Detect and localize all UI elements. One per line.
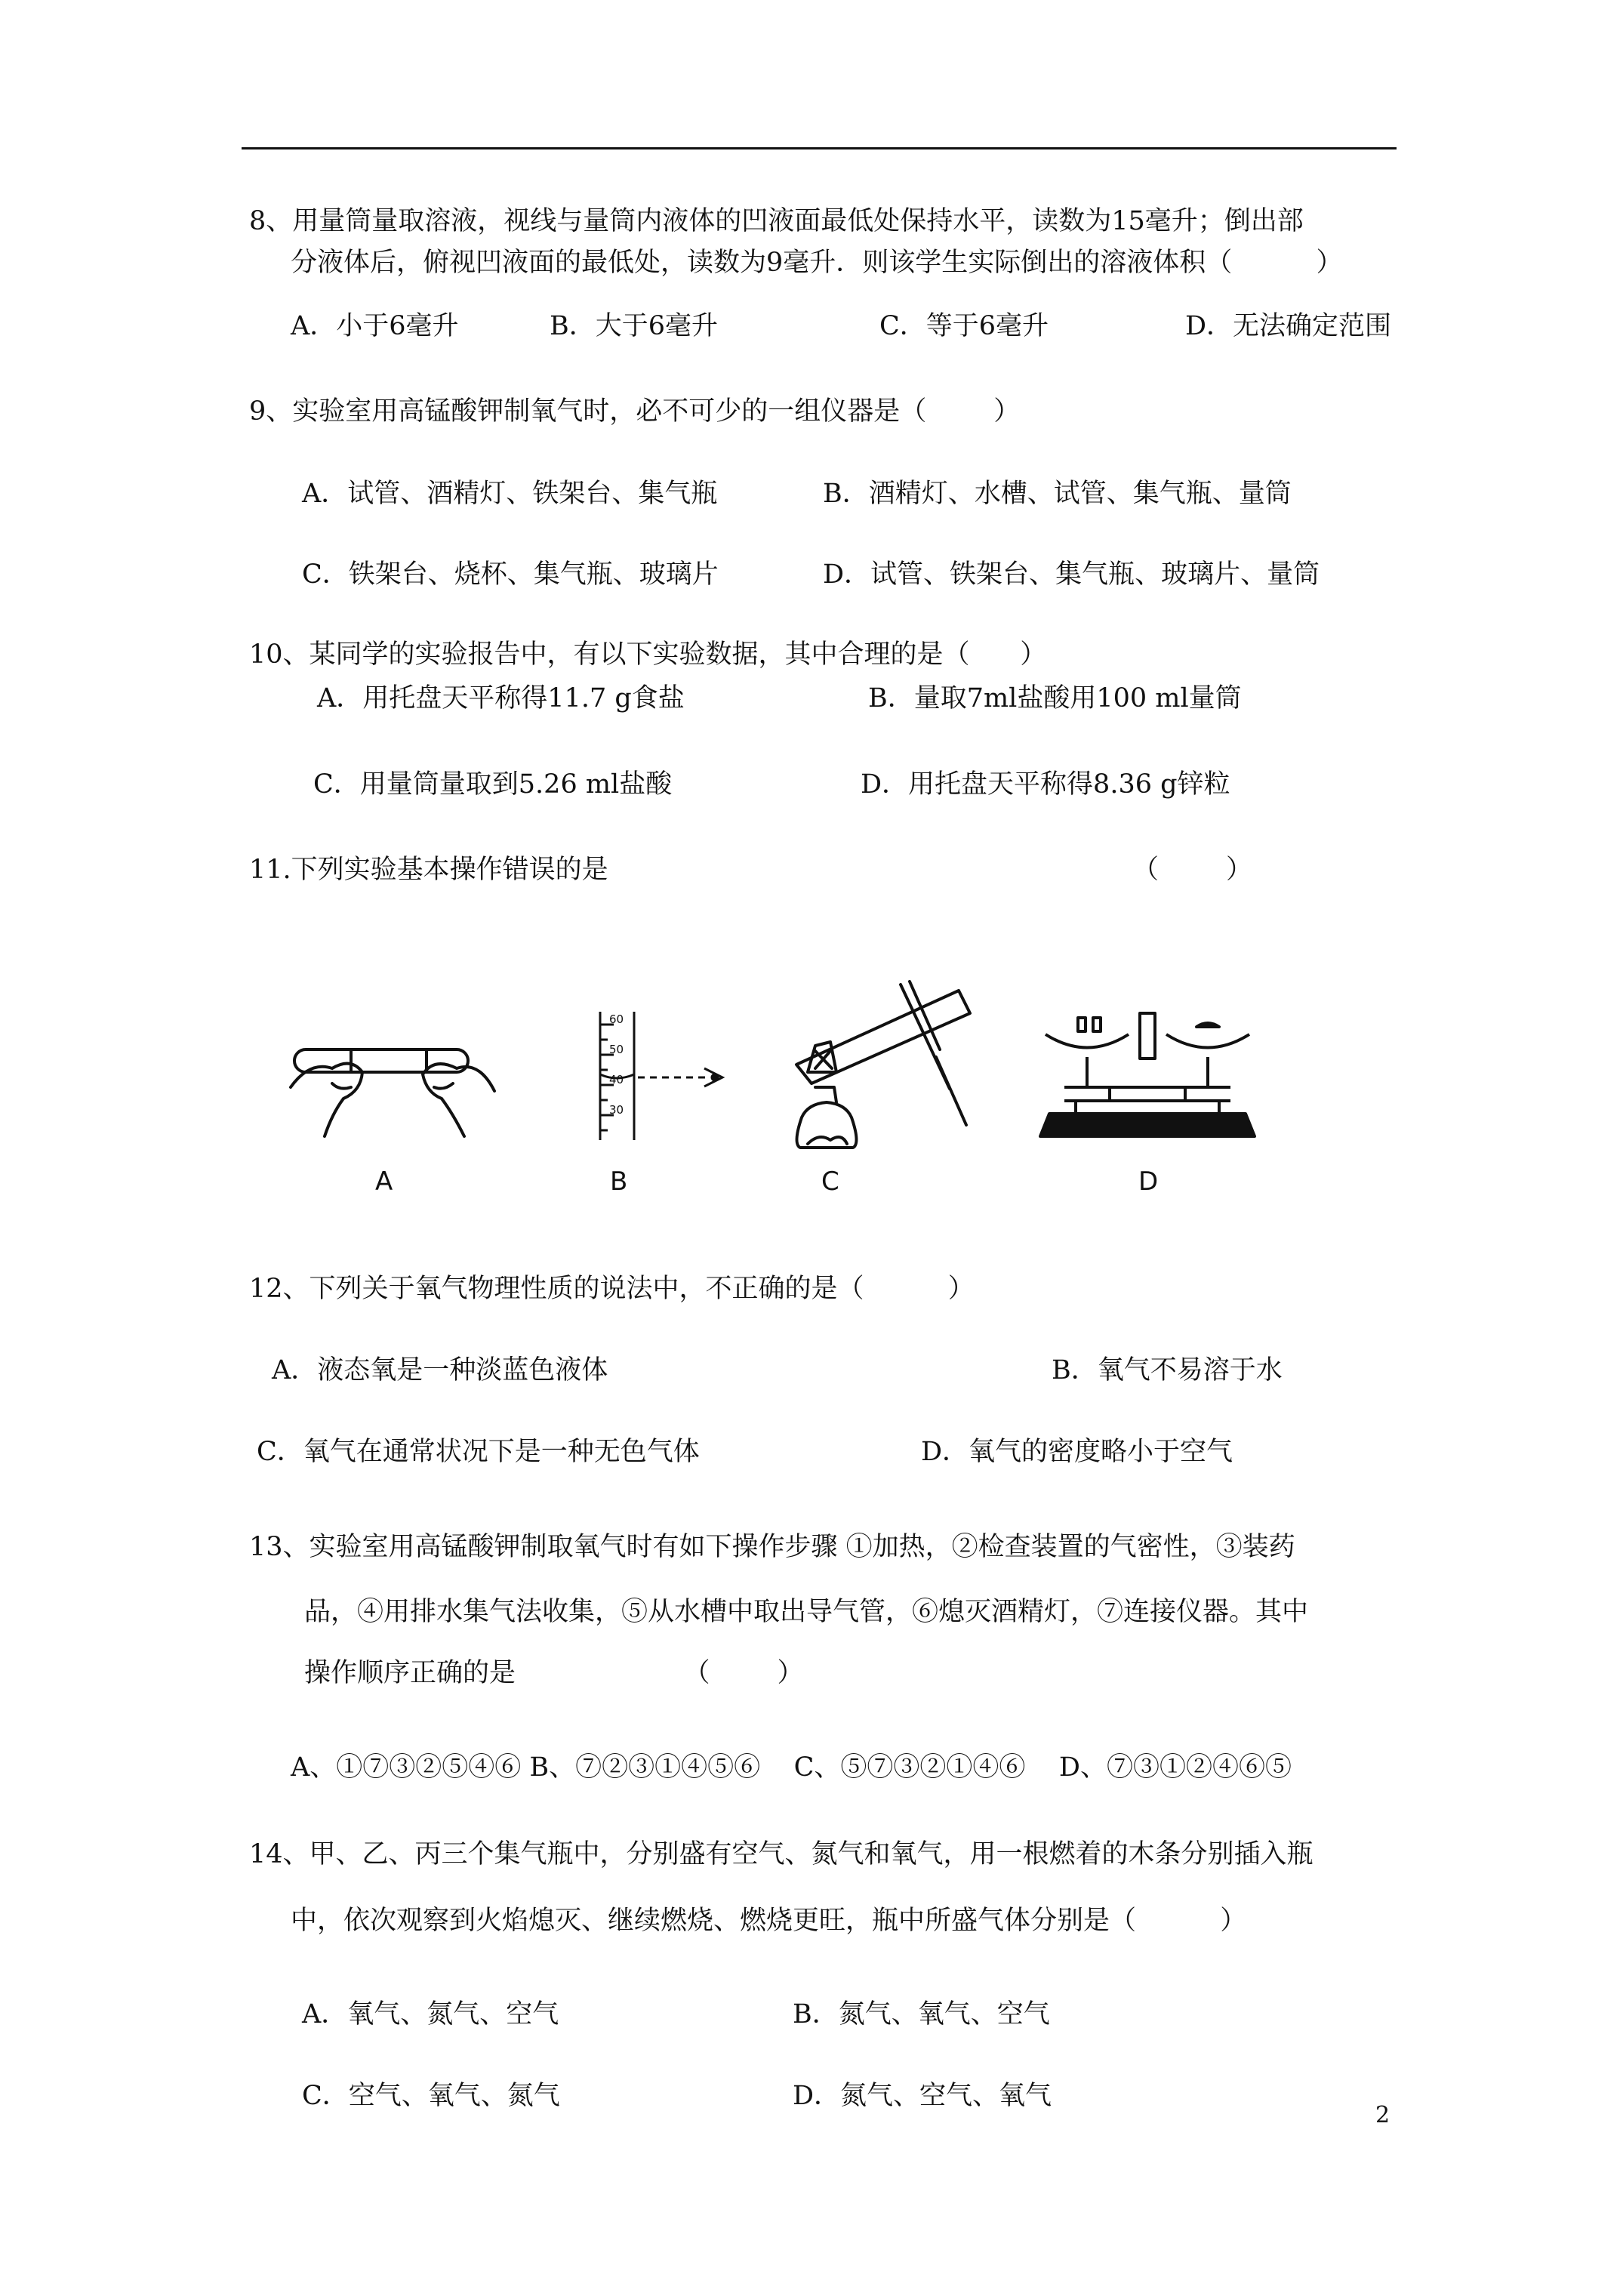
figure-b-label: B (610, 1166, 628, 1197)
q12-option-b: B．氧气不易溶于水 (1052, 1355, 1283, 1385)
q14-stem-line2: 中，依次观察到火焰熄灭、继续燃烧、燃烧更旺，瓶中所盛气体分别是（ ） (291, 1906, 1247, 1936)
q11-stem: 11.下列实验基本操作错误的是 (249, 855, 608, 885)
cylinder-tick-50: 50 (609, 1043, 624, 1056)
page-number: 2 (1375, 2102, 1390, 2128)
q14-option-d: D．氮气、空气、氧气 (793, 2081, 1052, 2111)
q8-option-c: C．等于6毫升 (879, 311, 1049, 341)
q9-option-a: A．试管、酒精灯、铁架台、集气瓶 (302, 479, 718, 509)
q14-option-c: C．空气、氧气、氮气 (302, 2081, 560, 2111)
cylinder-tick-30: 30 (609, 1103, 624, 1117)
q8-stem-line2: 分液体后，俯视凹液面的最低处，读数为9毫升．则该学生实际倒出的溶液体积（ ） (291, 248, 1343, 278)
q10-option-d: D．用托盘天平称得8.36 g锌粒 (861, 769, 1230, 800)
cylinder-tick-60: 60 (609, 1012, 624, 1026)
q8-option-d: D．无法确定范围 (1185, 311, 1392, 341)
figure-b-cylinder-reading (593, 1008, 744, 1144)
q8-stem-line1: 8、用量筒量取溶液，视线与量筒内液体的凹液面最低处保持水平，读数为15毫升；倒出部 (249, 206, 1304, 236)
figure-c-alcohol-lamp-heating (778, 966, 1004, 1151)
q14-stem-line1: 14、甲、乙、丙三个集气瓶中，分别盛有空气、氮气和氧气，用一根燃着的木条分别插入瓶 (249, 1839, 1313, 1869)
q12-option-c: C．氧气在通常状况下是一种无色气体 (257, 1437, 700, 1467)
q12-option-d: D．氧气的密度略小于空气 (921, 1437, 1233, 1467)
q9-stem: 9、实验室用高锰酸钾制氧气时，必不可少的一组仪器是（ ） (249, 396, 1021, 427)
q10-option-c: C．用量筒量取到5.26 ml盐酸 (313, 769, 673, 800)
q13-options: A、①⑦③②⑤④⑥ B、⑦②③①④⑤⑥ C、⑤⑦③②①④⑥ D、⑦③①②④⑥⑤ (291, 1752, 1292, 1783)
q13-stem-line3: 操作顺序正确的是 （ ） (304, 1658, 804, 1688)
q12-stem: 12、下列关于氧气物理性质的说法中，不正确的是（ ） (249, 1274, 975, 1304)
q10-option-b: B．量取7ml盐酸用100 ml量筒 (868, 683, 1242, 713)
q11-answer-paren: （ ） (1132, 855, 1253, 885)
figure-d-pan-balance (1034, 1004, 1261, 1148)
q8-option-a: A．小于6毫升 (291, 311, 459, 341)
figure-a-label: A (375, 1166, 393, 1197)
figure-a-test-tube-hands (279, 1015, 498, 1144)
q13-stem-line1: 13、实验室用高锰酸钾制取氧气时有如下操作步骤 ①加热，②检查装置的气密性，③装药 (249, 1532, 1295, 1562)
q10-stem: 10、某同学的实验报告中，有以下实验数据，其中合理的是（ ） (249, 639, 1047, 670)
cylinder-tick-40: 40 (609, 1073, 624, 1086)
q8-option-b: B．大于6毫升 (550, 311, 718, 341)
header-rule (242, 147, 1397, 149)
figure-d-label: D (1138, 1166, 1159, 1197)
q14-option-a: A．氧气、氮气、空气 (302, 1999, 559, 2029)
q9-option-c: C．铁架台、烧杯、集气瓶、玻璃片 (302, 559, 719, 590)
q9-option-d: D．试管、铁架台、集气瓶、玻璃片、量筒 (823, 559, 1320, 590)
q14-option-b: B．氮气、氧气、空气 (793, 1999, 1050, 2029)
q12-option-a: A．液态氧是一种淡蓝色液体 (272, 1355, 608, 1385)
figure-c-label: C (821, 1166, 839, 1197)
q10-option-a: A．用托盘天平称得11.7 g食盐 (317, 683, 685, 713)
q9-option-b: B．酒精灯、水槽、试管、集气瓶、量筒 (823, 479, 1292, 509)
q13-stem-line2: 品，④用排水集气法收集，⑤从水槽中取出导气管，⑥熄灭酒精灯，⑦连接仪器。其中 (304, 1597, 1309, 1627)
